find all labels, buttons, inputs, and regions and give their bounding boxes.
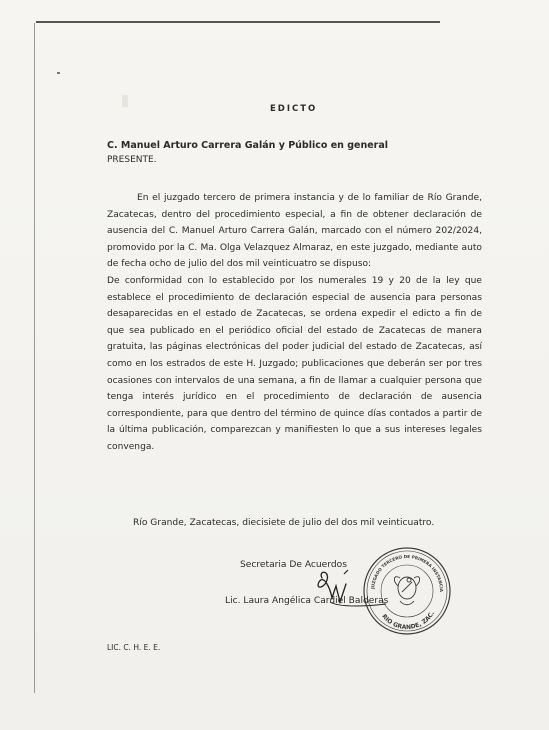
seal-bottom-text: RIO GRANDE, ZAC.: [380, 610, 437, 632]
top-rule: [36, 21, 440, 23]
svg-text:JUZGADO TERCERO DE PRIMERA INS: [362, 546, 444, 593]
svg-text:RIO GRANDE, ZAC.: [380, 610, 436, 631]
clerk-initials: LIC. C. H. E. E.: [107, 643, 161, 652]
seal-outer-text: JUZGADO TERCERO DE PRIMERA INSTANCIA: [370, 553, 445, 593]
paragraph-1: En el juzgado tercero de primera instancia y de lo familiar de Río Grande, Zacatecas, dentro del procedimiento especial, a fin de obtener declaración de ausencia del C. Manuel Arturo Carrera Galán, marcado con el número 202/2024, promovido por la C. Ma. Olga Velazquez Almaraz, en este juzgado, mediante auto de fecha ocho de julio del dos mil veinticuatro se dispuso:: [107, 193, 482, 270]
signer-role: Secretaria De Acuerdos: [240, 560, 347, 570]
scan-speck: [122, 95, 128, 107]
place-date-line: Río Grande, Zacatecas, diecisiete de julio del dos mil veinticuatro.: [133, 518, 435, 528]
eagle-emblem-icon: [394, 577, 419, 605]
edict-body: [107, 190, 482, 456]
scan-speck: [57, 72, 60, 74]
document-title: EDICTO: [270, 104, 318, 114]
court-seal: [362, 546, 452, 636]
paragraph-2: De conformidad con lo establecido por los numerales 19 y 20 de la ley que establece el procedimiento de declaración especial de ausencia para personas desaparecidas en el estado de Zacatecas, se ordena expedir el edicto a fin de que sea publicado en el periódico oficial del estado de Zacatecas de manera gratuita, las páginas electrónicas del poder judicial del estado de Zacatecas, así como en los estrados de este H. Juzgado; publicaciones que deberán ser por tres ocasiones con intervalos de una semana, a fin de llamar a cualquier persona que tenga interés jurídico en el procedimiento de declaración de ausencia correspondiente, para que dentro del término de quince días contados a partir de la última publicación, comparezcan y manifiesten lo que a sus intereses legales convenga.: [107, 275, 482, 452]
salutation: PRESENTE.: [107, 155, 157, 165]
left-margin-rule: [34, 23, 35, 693]
addressee: C. Manuel Arturo Carrera Galán y Público en general: [107, 140, 389, 151]
signer-name: Lic. Laura Angélica Cardiel Balderas: [225, 596, 389, 606]
